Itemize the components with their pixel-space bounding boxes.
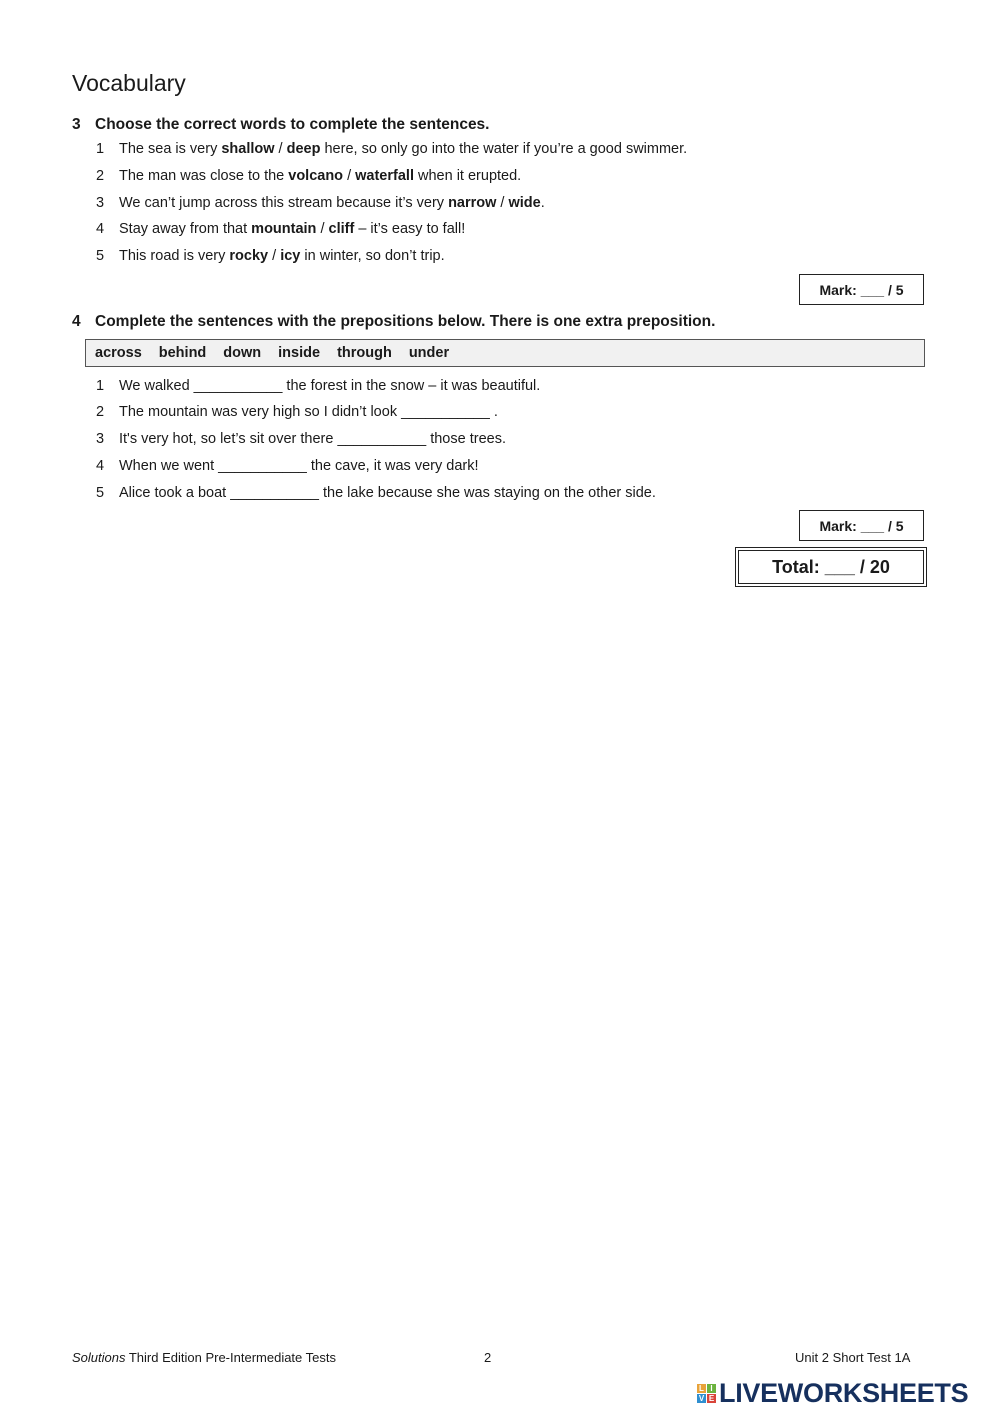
task3-instruction: Choose the correct words to complete the sentences. bbox=[95, 116, 490, 133]
logo-icon bbox=[697, 1384, 716, 1403]
footer-book-rest: Third Edition Pre-Intermediate Tests bbox=[125, 1350, 336, 1365]
sentence-text: here, so only go into the water if you’re a good swimmer. bbox=[320, 141, 688, 157]
logo-letter: I bbox=[707, 1384, 716, 1393]
sentence-text: / bbox=[343, 168, 356, 184]
task3-item bbox=[96, 221, 465, 237]
item-number: 1 bbox=[96, 378, 105, 394]
footer-page-number: 2 bbox=[484, 1350, 492, 1365]
item-number: 5 bbox=[96, 485, 105, 501]
word-choice[interactable]: volcano bbox=[288, 168, 344, 184]
item-number: 4 bbox=[96, 221, 105, 237]
task4-heading bbox=[72, 313, 715, 331]
task3-item bbox=[96, 168, 521, 184]
task3-item bbox=[96, 141, 687, 157]
sentence-text: The man was close to the bbox=[119, 168, 289, 184]
sentence-text: Alice took a boat ___________ the lake because she was staying on the other side. bbox=[119, 485, 656, 501]
item-number: 5 bbox=[96, 248, 105, 264]
task4-mark-box: Mark: ___ / 5 bbox=[799, 510, 924, 541]
sentence-text: This road is very bbox=[119, 248, 230, 264]
word-choice[interactable]: mountain bbox=[251, 221, 317, 237]
preposition-word-box bbox=[85, 339, 925, 367]
word-choice[interactable]: wide bbox=[508, 195, 541, 211]
logo-letter: E bbox=[708, 1393, 715, 1403]
task4-item bbox=[96, 458, 478, 474]
preposition-word: through bbox=[337, 345, 392, 361]
task3-item bbox=[96, 195, 545, 211]
sentence-text: when it erupted. bbox=[413, 168, 522, 184]
task3-item bbox=[96, 248, 445, 264]
task4-instruction: Complete the sentences with the prepositions below. There is one extra preposition. bbox=[95, 313, 716, 330]
footer-test-name: Unit 2 Short Test 1A bbox=[795, 1350, 911, 1365]
task3-number: 3 bbox=[72, 116, 81, 133]
sentence-text: / bbox=[496, 195, 509, 211]
logo-letter: L bbox=[697, 1384, 706, 1393]
sentence-text: / bbox=[274, 141, 287, 157]
section-title: Vocabulary bbox=[72, 70, 186, 96]
logo-text: LIVEWORKSHEETS bbox=[719, 1377, 969, 1408]
word-choice[interactable]: shallow bbox=[221, 141, 275, 157]
sentence-text: / bbox=[268, 248, 281, 264]
total-box bbox=[735, 547, 927, 587]
task3-heading bbox=[72, 116, 490, 134]
sentence-text: We can’t jump across this stream because it’s very bbox=[119, 195, 449, 211]
sentence-text: . bbox=[540, 195, 545, 211]
sentence-text: The sea is very bbox=[119, 141, 222, 157]
total-score: Total: ___ / 20 bbox=[738, 550, 924, 584]
preposition-word: inside bbox=[278, 345, 321, 361]
footer-book-title bbox=[72, 1350, 336, 1365]
item-number: 3 bbox=[96, 195, 105, 211]
task4-item bbox=[96, 404, 498, 420]
task4-item bbox=[96, 378, 540, 394]
item-number: 3 bbox=[96, 431, 105, 447]
word-choice[interactable]: cliff bbox=[328, 221, 355, 237]
word-choice[interactable]: narrow bbox=[448, 195, 497, 211]
task4-item bbox=[96, 485, 656, 501]
word-choice[interactable]: rocky bbox=[229, 248, 269, 264]
preposition-word: across bbox=[95, 345, 142, 361]
word-choice[interactable]: deep bbox=[286, 141, 321, 157]
sentence-text: Stay away from that bbox=[119, 221, 252, 237]
task4-number: 4 bbox=[72, 313, 81, 330]
liveworksheets-logo bbox=[697, 1378, 968, 1408]
logo-letter: V bbox=[698, 1393, 705, 1403]
item-number: 2 bbox=[96, 168, 105, 184]
preposition-word: behind bbox=[158, 345, 207, 361]
sentence-text: We walked ___________ the forest in the snow – it was beautiful. bbox=[119, 378, 541, 394]
item-number: 2 bbox=[96, 404, 105, 420]
word-choice[interactable]: waterfall bbox=[355, 168, 414, 184]
sentence-text: The mountain was very high so I didn’t look ___________ . bbox=[119, 404, 498, 420]
sentence-text: It's very hot, so let’s sit over there ___________ those trees. bbox=[119, 431, 506, 447]
task3-mark-box: Mark: ___ / 5 bbox=[799, 274, 924, 305]
item-number: 4 bbox=[96, 458, 105, 474]
sentence-text: – it’s easy to fall! bbox=[354, 221, 466, 237]
sentence-text: in winter, so don’t trip. bbox=[300, 248, 445, 264]
task4-item bbox=[96, 431, 506, 447]
item-number: 1 bbox=[96, 141, 105, 157]
footer-book-name: Solutions bbox=[72, 1350, 126, 1365]
preposition-word: under bbox=[408, 345, 450, 361]
sentence-text: / bbox=[316, 221, 329, 237]
sentence-text: When we went ___________ the cave, it was very dark! bbox=[119, 458, 479, 474]
preposition-word: down bbox=[223, 345, 262, 361]
word-choice[interactable]: icy bbox=[280, 248, 301, 264]
